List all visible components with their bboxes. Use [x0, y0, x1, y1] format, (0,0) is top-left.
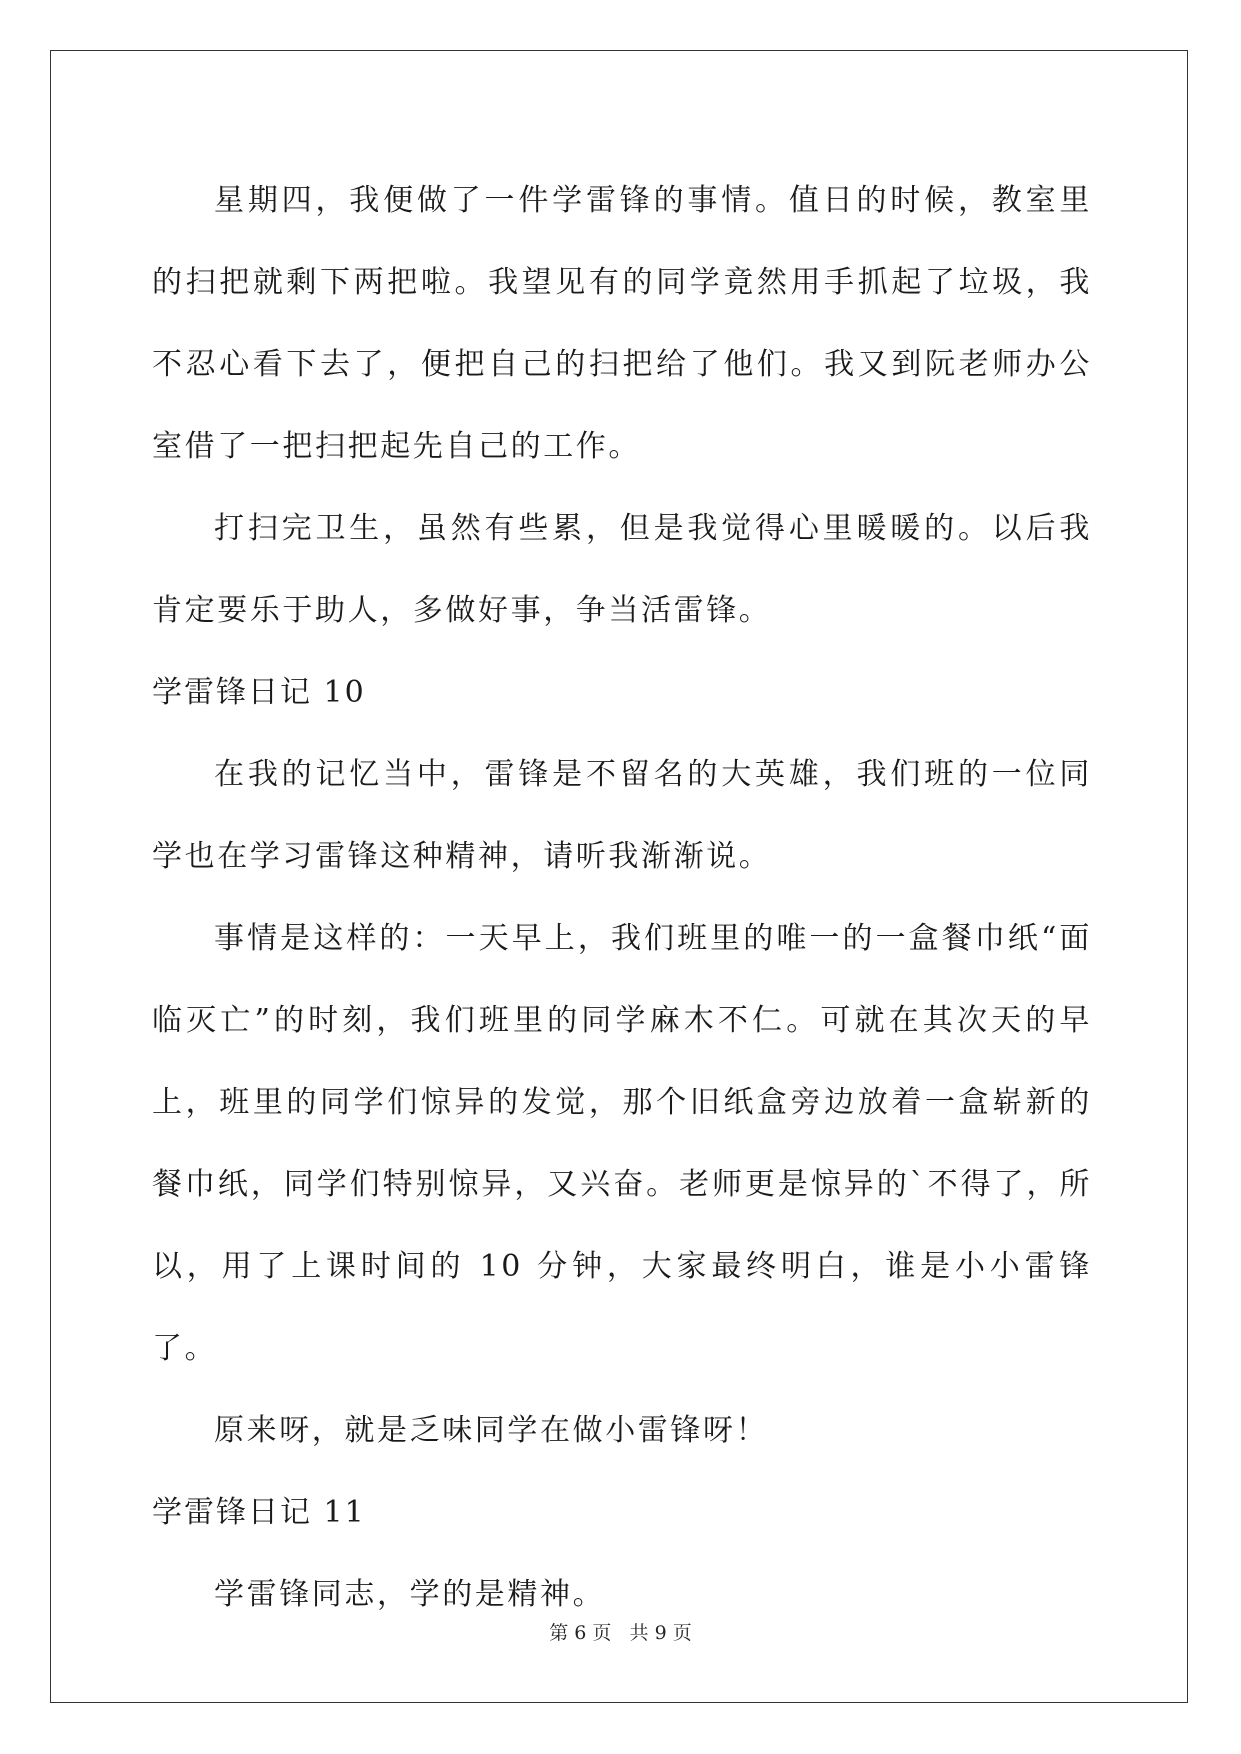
paragraph: 在我的记忆当中，雷锋是不留名的大英雄，我们班的一位同学也在学习雷锋这种精神，请听我渐渐说。 [152, 757, 1092, 874]
paragraph: 事情是这样的：一天早上，我们班里的唯一的一盒餐巾纸“面临灭亡”的时刻，我们班里的同学麻木不仁。可就在其次天的早上，班里的同学们惊异的发觉，那个旧纸盒旁边放着一盒崭新的餐巾纸，同学们特别惊异，又兴奋。老师更是惊异的`不得了，所以，用了上课时间的 10 分钟，大家最终明白，谁是小小雷锋了。 [152, 921, 1092, 1366]
paragraph: 星期四，我便做了一件学雷锋的事情。值日的时候，教室里的扫把就剩下两把啦。我望见有的同学竟然用手抓起了垃圾，我不忍心看下去了，便把自己的扫把给了他们。我又到阮老师办公室借了一把扫把起先自己的工作。 [152, 183, 1092, 464]
paragraph: 打扫完卫生，虽然有些累，但是我觉得心里暖暖的。以后我肯定要乐于助人，多做好事，争当活雷锋。 [152, 511, 1092, 628]
paragraph: 原来呀，就是乏味同学在做小雷锋呀！ [214, 1413, 769, 1448]
page-footer [0, 1618, 1241, 1645]
paragraph: 学雷锋同志，学的是精神。 [214, 1577, 606, 1612]
section-heading: 学雷锋日记 10 [152, 675, 366, 710]
page-number: 第 6 页 共 9 页 [549, 1622, 692, 1644]
document-body [152, 160, 1092, 1636]
section-heading: 学雷锋日记 11 [152, 1495, 366, 1530]
